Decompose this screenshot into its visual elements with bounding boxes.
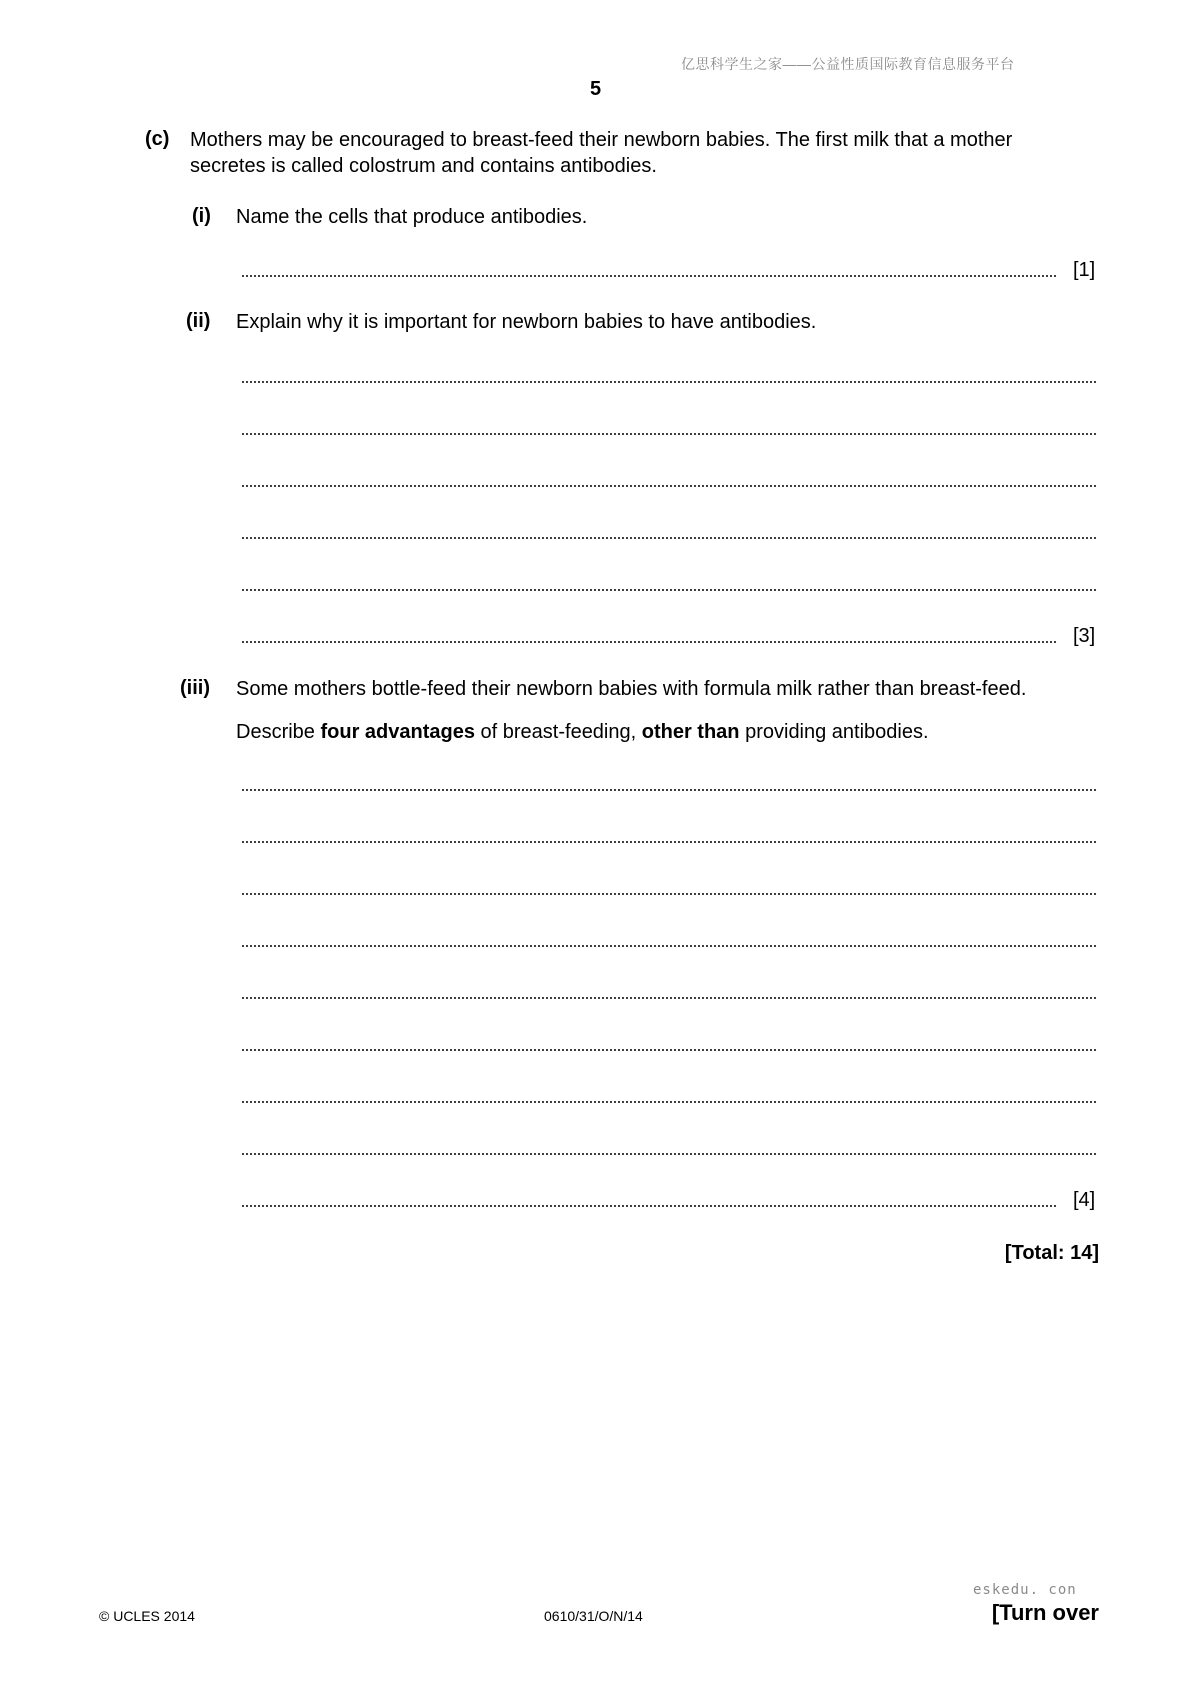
- watermark-text: 亿思科学生之家——公益性质国际教育信息服务平台: [681, 56, 1015, 72]
- question-iii-text: Some mothers bottle-feed their newborn babies with formula milk rather than breast-feed.: [236, 678, 1027, 700]
- turn-over-label: [Turn over: [991, 1600, 1099, 1625]
- question-iii-mark: [4]: [1073, 1189, 1096, 1211]
- answer-line-ii-5[interactable]: [241, 588, 1097, 592]
- answer-line-ii-4[interactable]: [241, 536, 1097, 540]
- footer-copyright: © UCLES 2014: [99, 1608, 195, 1624]
- question-i-mark: [1]: [1073, 259, 1096, 281]
- question-iii-prompt: [236, 719, 929, 745]
- answer-line-iii-6[interactable]: [241, 1048, 1097, 1052]
- part-c-intro-line2: secretes is called colostrum and contains antibodies.: [190, 155, 657, 177]
- part-c-label: (c): [145, 128, 170, 150]
- question-iii-label: (iii): [180, 677, 210, 699]
- page-number: 5: [590, 78, 602, 100]
- answer-line-i-1[interactable]: [241, 274, 1057, 278]
- prompt-pre: Describe: [236, 721, 321, 743]
- answer-line-ii-1[interactable]: [241, 380, 1097, 384]
- question-ii-label: (ii): [186, 310, 211, 332]
- answer-line-ii-3[interactable]: [241, 484, 1097, 488]
- answer-line-iii-8[interactable]: [241, 1152, 1097, 1156]
- answer-line-iii-3[interactable]: [241, 892, 1097, 896]
- question-ii-mark: [3]: [1073, 625, 1096, 647]
- question-i-label: (i): [192, 205, 211, 227]
- prompt-post: providing antibodies.: [739, 721, 929, 743]
- prompt-mid: of breast-feeding,: [474, 721, 642, 743]
- question-i-text: Name the cells that produce antibodies.: [236, 206, 588, 228]
- answer-line-iii-7[interactable]: [241, 1100, 1097, 1104]
- footer-paper-code: 0610/31/O/N/14: [544, 1608, 643, 1624]
- answer-line-iii-4[interactable]: [241, 944, 1097, 948]
- answer-line-iii-9[interactable]: [241, 1204, 1057, 1208]
- answer-line-ii-2[interactable]: [241, 432, 1097, 436]
- answer-line-ii-6[interactable]: [241, 640, 1057, 644]
- answer-line-iii-5[interactable]: [241, 996, 1097, 1000]
- total-marks: [Total: 14]: [1004, 1242, 1099, 1264]
- question-ii-text: Explain why it is important for newborn babies to have antibodies.: [236, 311, 817, 333]
- prompt-bold-other-than: other than: [641, 721, 740, 743]
- part-c-intro-line1: Mothers may be encouraged to breast-feed their newborn babies. The first milk that a mother: [190, 129, 1013, 151]
- part-c-intro: [190, 127, 1100, 179]
- prompt-bold-four-advantages: four advantages: [320, 721, 475, 743]
- answer-line-iii-1[interactable]: [241, 788, 1097, 792]
- answer-line-iii-2[interactable]: [241, 840, 1097, 844]
- site-watermark: eskedu. con: [973, 1582, 1077, 1598]
